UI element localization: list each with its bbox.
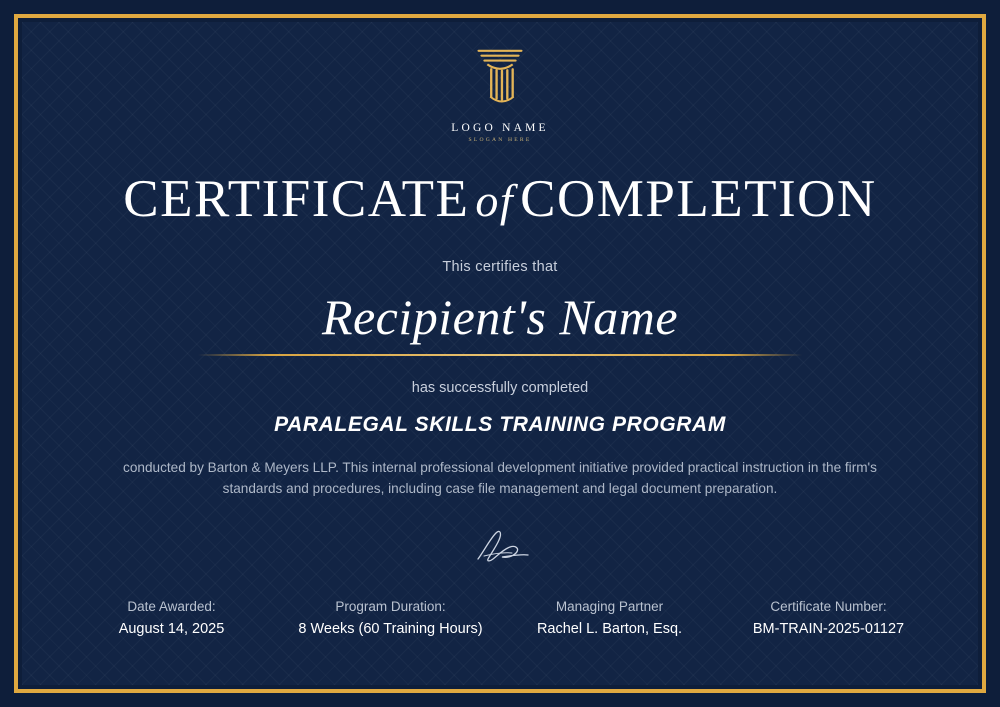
footer-item-duration xyxy=(281,599,500,637)
pillar-column-icon xyxy=(461,42,539,120)
recipient-name: Recipient's Name xyxy=(321,289,679,345)
footer-item-date xyxy=(62,599,281,637)
certificate-footer xyxy=(62,599,938,637)
logo-slogan-text: SLOGAN HERE xyxy=(468,137,532,143)
footer-value: Rachel L. Barton, Esq. xyxy=(536,621,683,637)
logo-name-text: LOGO NAME xyxy=(451,122,549,134)
footer-label: Date Awarded: xyxy=(127,599,216,614)
footer-value: BM-TRAIN-2025-01127 xyxy=(752,621,905,637)
certificate-content xyxy=(22,22,978,685)
footer-label: Program Duration: xyxy=(335,599,446,614)
footer-value: 8 Weeks (60 Training Hours) xyxy=(298,621,483,637)
certificate-inner-panel xyxy=(22,22,978,685)
title-trail: COMPLETION xyxy=(520,170,877,228)
title-lead: CERTIFICATE xyxy=(123,170,470,228)
footer-item-certificate-number xyxy=(719,599,938,637)
completed-line: has successfully completed xyxy=(411,380,589,396)
footer-label: Certificate Number: xyxy=(770,599,887,614)
recipient-underline xyxy=(198,354,802,356)
footer-value: August 14, 2025 xyxy=(118,621,225,637)
logo-block xyxy=(451,42,548,143)
handwritten-signature-icon xyxy=(440,525,560,571)
certificate-title xyxy=(123,169,876,229)
program-description: conducted by Barton & Meyers LLP. This internal professional development initiative provided practical instruction in the firm's standards and procedures, including case file management and legal document preparation. xyxy=(123,460,877,497)
footer-item-managing-partner xyxy=(500,599,719,637)
title-connector: of xyxy=(475,175,515,226)
footer-label: Managing Partner xyxy=(555,599,664,614)
program-name: PARALEGAL SKILLS TRAINING PROGRAM xyxy=(274,413,726,436)
certifies-line: This certifies that xyxy=(442,259,558,275)
